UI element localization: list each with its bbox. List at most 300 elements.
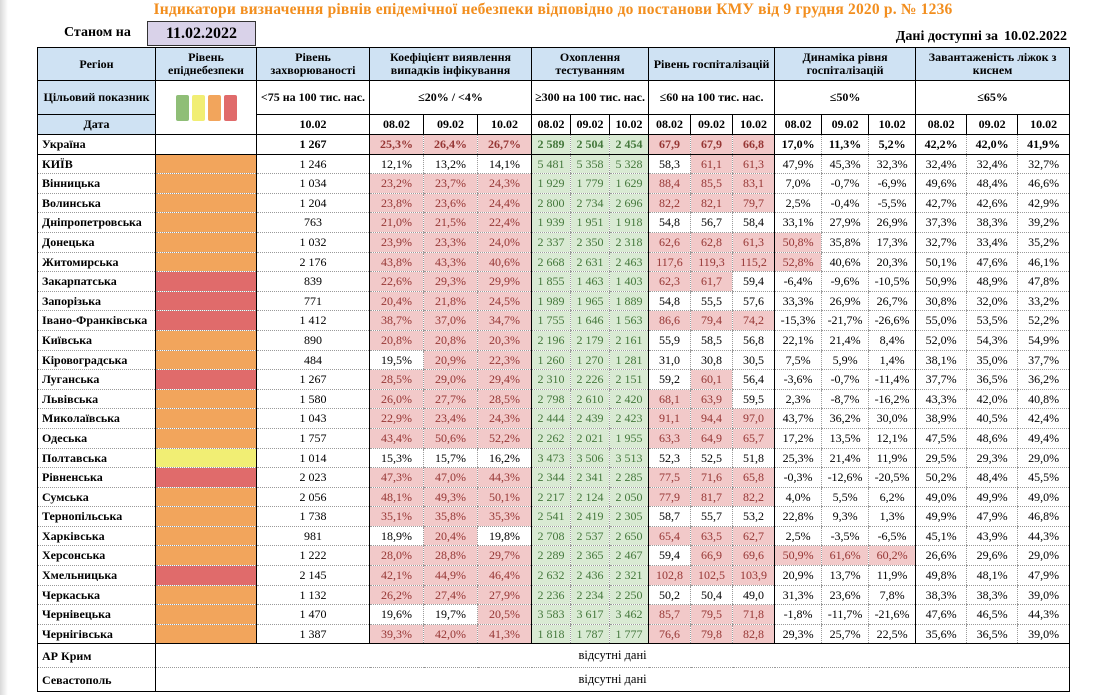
metric-cell: 46,8%: [1018, 507, 1070, 527]
metric-cell: 63,9: [691, 389, 733, 409]
metric-cell: 79,5: [691, 605, 733, 625]
metric-cell: 32,4%: [916, 154, 967, 174]
region-row: [38, 272, 1070, 292]
region-row: [38, 546, 1070, 566]
metric-cell-incidence: 1 580: [257, 389, 370, 409]
region-name: Луганська: [38, 370, 156, 390]
metric-cell: 40,6%: [478, 252, 532, 272]
metric-cell: 61,6%: [822, 546, 869, 566]
metric-cell: 35,1%: [370, 507, 424, 527]
metric-cell: 117,6: [649, 252, 691, 272]
metric-cell: 50,8%: [775, 232, 822, 252]
metric-cell: 42,0%: [424, 624, 478, 644]
region-row: [38, 213, 1070, 233]
metric-cell: 27,9%: [478, 585, 532, 605]
metric-cell: 12,1%: [370, 154, 424, 174]
metric-cell: 58,3: [649, 154, 691, 174]
metric-cell: 35,0%: [967, 350, 1018, 370]
metric-cell: 52,2%: [478, 428, 532, 448]
metric-cell: 50,4: [691, 585, 733, 605]
metric-cell: 49,0: [733, 585, 775, 605]
metric-cell: 42,0%: [967, 135, 1018, 155]
metric-cell: 43,7%: [775, 409, 822, 429]
group-header-testing-coverage: Охоплення тестуванням: [532, 48, 649, 81]
metric-cell: 22,8%: [775, 507, 822, 527]
metric-cell: 44,3%: [1018, 526, 1070, 546]
metric-cell: 2 310: [532, 370, 571, 390]
metric-cell: -6,4%: [775, 272, 822, 292]
metric-cell: 2 650: [610, 526, 649, 546]
date-row-label: Дата: [38, 115, 156, 135]
metric-cell: 23,3%: [424, 232, 478, 252]
region-row: [38, 370, 1070, 390]
metric-cell: 52,3: [649, 448, 691, 468]
asof-date-box: 11.02.2022: [147, 21, 256, 46]
metric-cell: 77,5: [649, 468, 691, 488]
region-row: [38, 507, 1070, 527]
metric-cell: 35,8%: [822, 232, 869, 252]
metric-cell: 42,0%: [967, 389, 1018, 409]
metric-cell: 1 281: [610, 350, 649, 370]
no-data-cell: відсутні дані: [156, 644, 1070, 668]
metric-cell: 2,5%: [775, 193, 822, 213]
metric-cell: 51,8: [733, 448, 775, 468]
metric-cell-incidence: 1 267: [257, 370, 370, 390]
metric-cell: 1 939: [532, 213, 571, 233]
metric-cell: 24,4%: [478, 193, 532, 213]
metric-cell: 23,6%: [822, 585, 869, 605]
metric-cell: 62,7: [733, 526, 775, 546]
metric-cell: 50,1%: [916, 252, 967, 272]
metric-cell: 33,3%: [775, 291, 822, 311]
metric-cell: 102,5: [691, 566, 733, 586]
metric-cell: 36,2%: [822, 409, 869, 429]
region-name: Сумська: [38, 487, 156, 507]
metric-cell: 6,2%: [869, 487, 916, 507]
metric-cell: 2 631: [571, 252, 610, 272]
region-row: [38, 448, 1070, 468]
metric-cell: 26,7%: [478, 135, 532, 155]
epidemic-level-cell: [156, 566, 257, 586]
group-header-detection-coefficient: Коефіцієнт виявлення випадків інфікування: [370, 48, 532, 81]
metric-cell: 65,4: [649, 526, 691, 546]
metric-cell: 58,5: [691, 330, 733, 350]
metric-cell: 24,0%: [478, 232, 532, 252]
metric-cell-incidence: 1 757: [257, 428, 370, 448]
data-available-label: Дані доступні за: [895, 29, 998, 44]
metric-cell: 2 632: [532, 566, 571, 586]
metric-cell: 1 629: [610, 174, 649, 194]
metric-cell: 26,9%: [869, 213, 916, 233]
metric-cell: 1 818: [532, 624, 571, 644]
region-row: [38, 605, 1070, 625]
metric-cell: 29,6%: [967, 546, 1018, 566]
metric-cell: 3 462: [610, 605, 649, 625]
metric-cell: 85,7: [649, 605, 691, 625]
metric-cell: 21,4%: [822, 448, 869, 468]
group-header-hospitalization-dynamics: Динаміка рівня госпіталізацій: [775, 48, 916, 81]
region-name: Хмельницька: [38, 566, 156, 586]
region-name: Харківська: [38, 526, 156, 546]
metric-cell: 2 800: [532, 193, 571, 213]
metric-cell: 47,3%: [370, 468, 424, 488]
metric-cell-incidence: 1 387: [257, 624, 370, 644]
metric-cell: 31,0: [649, 350, 691, 370]
metric-cell: 29,5%: [916, 448, 967, 468]
metric-cell: 35,8%: [424, 507, 478, 527]
metric-cell: 74,2: [733, 311, 775, 331]
metric-cell: 1 889: [610, 291, 649, 311]
metric-cell: 2 196: [532, 330, 571, 350]
region-name: Севастополь: [38, 668, 156, 692]
metric-cell: 2,3%: [775, 389, 822, 409]
metric-cell: 47,6%: [967, 252, 1018, 272]
metric-cell: 23,6%: [424, 193, 478, 213]
metric-cell: 2,5%: [775, 526, 822, 546]
metric-cell: 76,6: [649, 624, 691, 644]
region-name: Чернівецька: [38, 605, 156, 625]
region-name: Тернопільська: [38, 507, 156, 527]
metric-cell: 58,7: [649, 507, 691, 527]
metric-cell: 48,9%: [967, 272, 1018, 292]
metric-cell: -8,7%: [822, 389, 869, 409]
metric-cell: 97,0: [733, 409, 775, 429]
metric-cell: 39,2%: [1018, 213, 1070, 233]
metric-cell: 59,5: [733, 389, 775, 409]
date-header: 09.02: [967, 115, 1018, 135]
metric-cell: 66,8: [733, 135, 775, 155]
target-value-incidence: <75 на 100 тис. нас.: [257, 81, 370, 115]
region-row: [38, 232, 1070, 252]
metric-cell: 79,8: [691, 624, 733, 644]
metric-cell: 2 151: [610, 370, 649, 390]
metric-cell: 26,9%: [822, 291, 869, 311]
metric-cell-incidence: 1 738: [257, 507, 370, 527]
region-row: [38, 624, 1070, 644]
region-name: Вінницька: [38, 174, 156, 194]
metric-cell: 1 951: [571, 213, 610, 233]
metric-cell: 2 289: [532, 546, 571, 566]
metric-cell: 40,5%: [967, 409, 1018, 429]
metric-cell: 42,1%: [370, 566, 424, 586]
date-header: 08.02: [649, 115, 691, 135]
metric-cell: 46,1%: [1018, 252, 1070, 272]
metric-cell: 32,7%: [916, 232, 967, 252]
metric-cell: 1 270: [571, 350, 610, 370]
metric-cell: -6,5%: [869, 526, 916, 546]
metric-cell: 37,7%: [916, 370, 967, 390]
metric-cell: 42,4%: [1018, 409, 1070, 429]
metric-cell: -3,6%: [775, 370, 822, 390]
epidemic-level-cell: [156, 468, 257, 488]
metric-cell: 47,6%: [916, 605, 967, 625]
metric-cell: 94,4: [691, 409, 733, 429]
metric-cell-incidence: 2 023: [257, 468, 370, 488]
metric-cell: 2 798: [532, 389, 571, 409]
metric-cell: 2 050: [610, 487, 649, 507]
date-header: 10.02: [478, 115, 532, 135]
legend-swatch-0: [176, 95, 189, 121]
metric-cell-incidence: 839: [257, 272, 370, 292]
metric-cell: 54,3%: [967, 330, 1018, 350]
metric-cell-incidence: 2 056: [257, 487, 370, 507]
metric-cell: -1,8%: [775, 605, 822, 625]
metric-cell: 30,8%: [916, 291, 967, 311]
metric-cell: 2 444: [532, 409, 571, 429]
region-row: [38, 389, 1070, 409]
metric-cell: 38,3%: [967, 213, 1018, 233]
metric-cell: 19,6%: [370, 605, 424, 625]
epidemic-level-cell: [156, 428, 257, 448]
metric-cell: 57,6: [733, 291, 775, 311]
epidemic-level-cell: [156, 252, 257, 272]
metric-cell: 5 358: [571, 154, 610, 174]
metric-cell: 1 955: [610, 428, 649, 448]
metric-cell: 37,3%: [916, 213, 967, 233]
metric-cell: 44,3%: [1018, 605, 1070, 625]
metric-cell: 1 965: [571, 291, 610, 311]
target-row-label: Цільовий показник: [38, 81, 156, 115]
metric-cell: 61,1: [691, 154, 733, 174]
no-data-row: [38, 644, 1070, 668]
region-name: Полтавська: [38, 448, 156, 468]
date-header: 09.02: [691, 115, 733, 135]
metric-cell: 86,6: [649, 311, 691, 331]
metric-cell: 30,0%: [869, 409, 916, 429]
metric-cell: 32,7%: [1018, 154, 1070, 174]
metric-cell-incidence: 1 043: [257, 409, 370, 429]
metric-cell: 45,1%: [916, 526, 967, 546]
metric-cell: 62,8: [691, 232, 733, 252]
region-name: Волинська: [38, 193, 156, 213]
metric-cell: 1 918: [610, 213, 649, 233]
metric-cell: 1 403: [610, 272, 649, 292]
epidemic-level-cell: [156, 232, 257, 252]
data-available-text: [896, 29, 1067, 45]
metric-cell: 45,5%: [1018, 468, 1070, 488]
metric-cell: 1 989: [532, 291, 571, 311]
metric-cell: -21,6%: [869, 605, 916, 625]
metric-cell: 25,3%: [370, 135, 424, 155]
region-name: Одеська: [38, 428, 156, 448]
metric-cell: 35,6%: [916, 624, 967, 644]
region-row: [38, 193, 1070, 213]
metric-cell: 18,9%: [370, 526, 424, 546]
region-name: Дніпропетровська: [38, 213, 156, 233]
metric-cell: 32,4%: [967, 154, 1018, 174]
metric-cell: 9,3%: [822, 507, 869, 527]
metric-cell-incidence: 1 132: [257, 585, 370, 605]
metric-cell: -0,3%: [775, 468, 822, 488]
metric-cell: 1,4%: [869, 350, 916, 370]
metric-cell: 37,7%: [1018, 350, 1070, 370]
metric-cell: 46,5%: [967, 605, 1018, 625]
metric-cell: 79,7: [733, 193, 775, 213]
metric-cell: 50,2%: [916, 468, 967, 488]
metric-cell: 20,5%: [478, 605, 532, 625]
metric-cell: 2 734: [571, 193, 610, 213]
epidemic-level-cell: [156, 624, 257, 644]
metric-cell: 3 617: [571, 605, 610, 625]
metric-cell: 79,4: [691, 311, 733, 331]
metric-cell: 29,0%: [1018, 546, 1070, 566]
legend-swatch-2: [208, 95, 221, 121]
metric-cell: -0,4%: [822, 193, 869, 213]
date-header: 09.02: [424, 115, 478, 135]
metric-cell: 49,9%: [916, 507, 967, 527]
metric-cell: 56,8: [733, 330, 775, 350]
metric-cell: 28,0%: [370, 546, 424, 566]
metric-cell: 38,7%: [370, 311, 424, 331]
metric-cell: 1 260: [532, 350, 571, 370]
metric-cell: -11,7%: [822, 605, 869, 625]
metric-cell: 38,3%: [967, 585, 1018, 605]
metric-cell: 85,5: [691, 174, 733, 194]
metric-cell: 62,6: [649, 232, 691, 252]
metric-cell: 2 318: [610, 232, 649, 252]
metric-cell: -26,6%: [869, 311, 916, 331]
metric-cell: 21,4%: [822, 330, 869, 350]
metric-cell: -21,7%: [822, 311, 869, 331]
metric-cell: 62,3: [649, 272, 691, 292]
region-row: [38, 252, 1070, 272]
metric-cell: 1 929: [532, 174, 571, 194]
metric-cell: 47,8%: [1018, 272, 1070, 292]
metric-cell: 16,2%: [478, 448, 532, 468]
metric-cell: -20,5%: [869, 468, 916, 488]
region-name: Україна: [38, 135, 156, 155]
metric-cell-incidence: 2 145: [257, 566, 370, 586]
metric-cell: 20,9%: [775, 566, 822, 586]
metric-cell: 39,0%: [1018, 624, 1070, 644]
metric-cell: 2 537: [571, 526, 610, 546]
metric-cell: 2 541: [532, 507, 571, 527]
metric-cell: 29,7%: [478, 546, 532, 566]
metric-cell: 2 021: [571, 428, 610, 448]
metric-cell: 3 513: [610, 448, 649, 468]
metric-cell: 13,7%: [822, 566, 869, 586]
metric-cell: 52,8%: [775, 252, 822, 272]
metric-cell: 39,3%: [370, 624, 424, 644]
metric-cell: 2 262: [532, 428, 571, 448]
metric-cell: 1 855: [532, 272, 571, 292]
metric-cell: 60,2%: [869, 546, 916, 566]
region-row: [38, 566, 1070, 586]
date-header: 09.02: [571, 115, 610, 135]
metric-cell: 26,7%: [869, 291, 916, 311]
metric-cell: -12,6%: [822, 468, 869, 488]
metric-cell: 56,7: [691, 213, 733, 233]
asof-band: [37, 21, 1069, 46]
epidemic-level-cell: [156, 585, 257, 605]
metric-cell: 36,2%: [1018, 370, 1070, 390]
metric-cell: 2 420: [610, 389, 649, 409]
metric-cell: 5 328: [610, 154, 649, 174]
metric-cell: 53,2: [733, 507, 775, 527]
metric-cell: 1,3%: [869, 507, 916, 527]
metric-cell: 17,3%: [869, 232, 916, 252]
epidemic-level-cell: [156, 193, 257, 213]
date-header: 10.02: [733, 115, 775, 135]
metric-cell: 37,0%: [424, 311, 478, 331]
metric-cell: 1 755: [532, 311, 571, 331]
metric-cell: -15,3%: [775, 311, 822, 331]
metric-cell: 15,3%: [370, 448, 424, 468]
epidemic-level-cell: [156, 409, 257, 429]
metric-cell: -9,6%: [822, 272, 869, 292]
metric-cell: 71,6: [691, 468, 733, 488]
metric-cell: -0,7%: [822, 174, 869, 194]
metric-cell: 49,4%: [1018, 428, 1070, 448]
metric-cell: 14,1%: [478, 154, 532, 174]
metric-cell: 38,3%: [916, 585, 967, 605]
metric-cell: 20,8%: [424, 330, 478, 350]
metric-cell: 46,6%: [1018, 174, 1070, 194]
region-row: [38, 135, 1070, 155]
metric-cell-incidence: 1 470: [257, 605, 370, 625]
metric-cell: 64,9: [691, 428, 733, 448]
metric-cell: 7,0%: [775, 174, 822, 194]
metric-cell: 43,8%: [370, 252, 424, 272]
metric-cell: 8,4%: [869, 330, 916, 350]
epidemic-level-cell: [156, 154, 257, 174]
metric-cell: 22,9%: [370, 409, 424, 429]
metric-cell: 26,6%: [916, 546, 967, 566]
metric-cell: 35,2%: [1018, 232, 1070, 252]
metric-cell-incidence: 1 204: [257, 193, 370, 213]
date-header: 08.02: [370, 115, 424, 135]
metric-cell: 81,7: [691, 487, 733, 507]
metric-cell: 2 321: [610, 566, 649, 586]
metric-cell: 12,1%: [869, 428, 916, 448]
metric-cell: 82,2: [649, 193, 691, 213]
metric-cell: 82,2: [733, 487, 775, 507]
metric-cell: 29,9%: [478, 272, 532, 292]
metric-cell: 23,2%: [370, 174, 424, 194]
metric-cell: 29,3%: [424, 272, 478, 292]
metric-cell: 65,8: [733, 468, 775, 488]
metric-cell: 102,8: [649, 566, 691, 586]
metric-cell: 46,4%: [478, 566, 532, 586]
metric-cell: 20,4%: [370, 291, 424, 311]
region-name: Херсонська: [38, 546, 156, 566]
region-name: Запорізька: [38, 291, 156, 311]
metric-cell: 2 305: [610, 507, 649, 527]
epidemic-level-cell: [156, 174, 257, 194]
metric-cell: 63,5: [691, 526, 733, 546]
metric-cell: 17,0%: [775, 135, 822, 155]
date-header: 09.02: [822, 115, 869, 135]
metric-cell: 2 350: [571, 232, 610, 252]
date-header: 08.02: [775, 115, 822, 135]
epidemic-level-cell: [156, 370, 257, 390]
metric-cell: -6,9%: [869, 174, 916, 194]
metric-cell: 32,0%: [967, 291, 1018, 311]
metric-cell: 55,7: [691, 507, 733, 527]
metric-cell: 40,6%: [822, 252, 869, 272]
metric-cell: 5,5%: [822, 487, 869, 507]
metric-cell: 47,9%: [967, 507, 1018, 527]
epidemic-level-cell: [156, 487, 257, 507]
metric-cell: 1 787: [571, 624, 610, 644]
metric-cell: 59,4: [733, 272, 775, 292]
metric-cell: 43,3%: [916, 389, 967, 409]
metric-cell: 50,6%: [424, 428, 478, 448]
epidemic-level-cell: [156, 507, 257, 527]
metric-cell: 42,2%: [916, 135, 967, 155]
metric-cell: 2 285: [610, 468, 649, 488]
metric-cell: 61,7: [691, 272, 733, 292]
